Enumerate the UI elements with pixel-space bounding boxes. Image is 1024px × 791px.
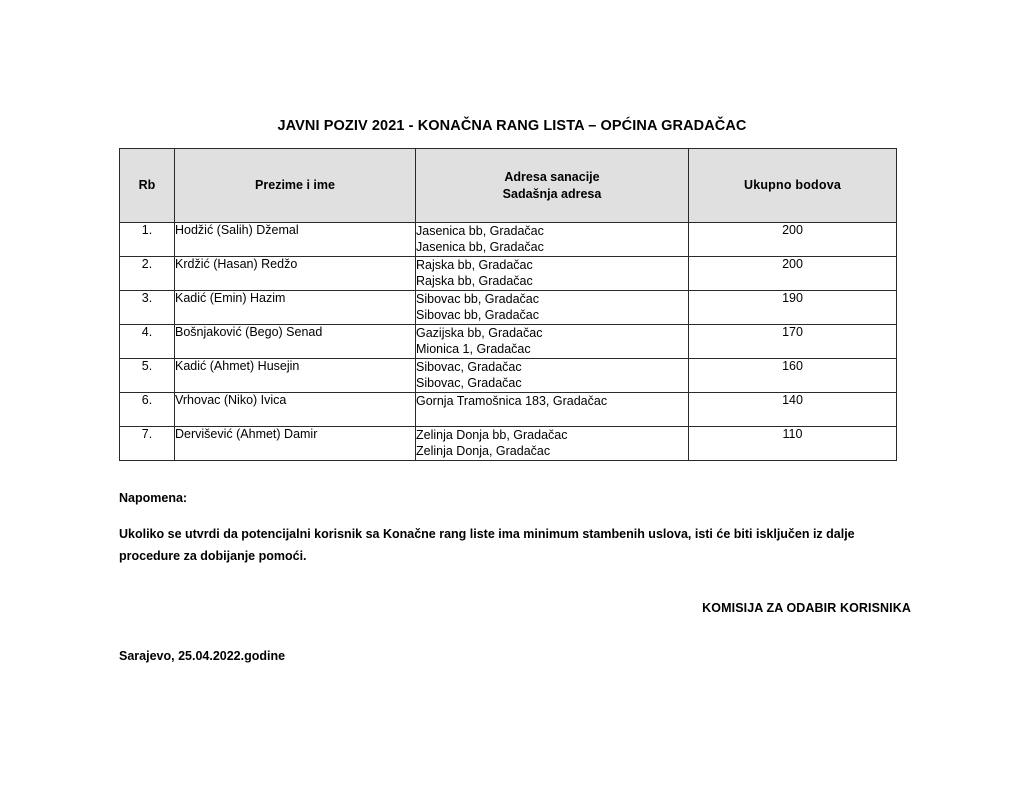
cell-rank-number: 5. — [120, 359, 175, 393]
column-header-address-line2: Sadašnja adresa — [502, 186, 602, 201]
address-line-current: Jasenica bb, Gradačac — [416, 240, 544, 254]
cell-rank-number: 3. — [120, 291, 175, 325]
address-line-repair: Rajska bb, Gradačac — [416, 258, 533, 272]
table-row — [120, 393, 897, 427]
column-header-address — [416, 149, 689, 223]
address-line-current: Zelinja Donja, Gradačac — [416, 444, 551, 458]
cell-applicant-name: Hodžić (Salih) Džemal — [175, 223, 416, 257]
cell-address — [416, 291, 689, 325]
column-header-points-label: Ukupno bodova — [743, 178, 842, 193]
address-line-repair: Sibovac, Gradačac — [416, 360, 522, 374]
address-line-current: Sibovac bb, Gradačac — [416, 308, 539, 322]
column-header-rb: Rb — [120, 149, 175, 223]
cell-applicant-name: Kadić (Ahmet) Husejin — [175, 359, 416, 393]
column-header-address-line1: Adresa sanacije — [504, 169, 600, 184]
cell-total-points: 170 — [689, 325, 897, 359]
cell-rank-number: 4. — [120, 325, 175, 359]
table-header — [120, 149, 897, 223]
table-row — [120, 223, 897, 257]
cell-applicant-name: Dervišević (Ahmet) Damir — [175, 427, 416, 461]
address-line-current: Sibovac, Gradačac — [416, 376, 522, 390]
address-line-repair: Sibovac bb, Gradačac — [416, 292, 539, 306]
cell-applicant-name: Kadić (Emin) Hazim — [175, 291, 416, 325]
table-row — [120, 325, 897, 359]
address-line-repair: Jasenica bb, Gradačac — [416, 224, 544, 238]
table-row — [120, 257, 897, 291]
page-title: JAVNI POZIV 2021 - KONAČNA RANG LISTA – OPĆINA GRADAČAC — [277, 118, 747, 134]
committee-signature: KOMISIJA ZA ODABIR KORISNIKA — [702, 601, 911, 615]
cell-total-points: 160 — [689, 359, 897, 393]
table-row — [120, 359, 897, 393]
address-line-repair: Gornja Tramošnica 183, Gradačac — [416, 394, 608, 408]
cell-applicant-name: Krdžić (Hasan) Redžo — [175, 257, 416, 291]
cell-address — [416, 393, 689, 427]
ranking-table — [119, 148, 897, 461]
cell-address — [416, 359, 689, 393]
cell-applicant-name: Bošnjaković (Bego) Senad — [175, 325, 416, 359]
cell-total-points: 190 — [689, 291, 897, 325]
cell-rank-number: 2. — [120, 257, 175, 291]
cell-rank-number: 6. — [120, 393, 175, 427]
address-line-repair: Gazijska bb, Gradačac — [416, 326, 543, 340]
cell-address — [416, 223, 689, 257]
table-body — [120, 223, 897, 461]
column-header-points — [689, 149, 897, 223]
cell-address — [416, 427, 689, 461]
note-body: Ukoliko se utvrdi da potencijalni korisnik sa Konačne rang liste ima minimum stambenih uslova, isti će biti isključen iz dalje procedure za dobijanje pomoći. — [119, 527, 855, 563]
cell-applicant-name: Vrhovac (Niko) Ivica — [175, 393, 416, 427]
cell-total-points: 200 — [689, 223, 897, 257]
address-line-repair: Zelinja Donja bb, Gradačac — [416, 428, 568, 442]
cell-rank-number: 7. — [120, 427, 175, 461]
address-line-current: Rajska bb, Gradačac — [416, 274, 533, 288]
note-label: Napomena: — [119, 491, 188, 505]
table-row — [120, 291, 897, 325]
address-line-current: Mionica 1, Gradačac — [416, 342, 531, 356]
cell-total-points: 140 — [689, 393, 897, 427]
cell-address — [416, 325, 689, 359]
column-header-name: Prezime i ime — [175, 149, 416, 223]
cell-total-points: 200 — [689, 257, 897, 291]
table-header-row — [120, 149, 897, 223]
cell-address — [416, 257, 689, 291]
place-and-date: Sarajevo, 25.04.2022.godine — [119, 649, 286, 663]
table-row — [120, 427, 897, 461]
cell-total-points: 110 — [689, 427, 897, 461]
cell-rank-number: 1. — [120, 223, 175, 257]
